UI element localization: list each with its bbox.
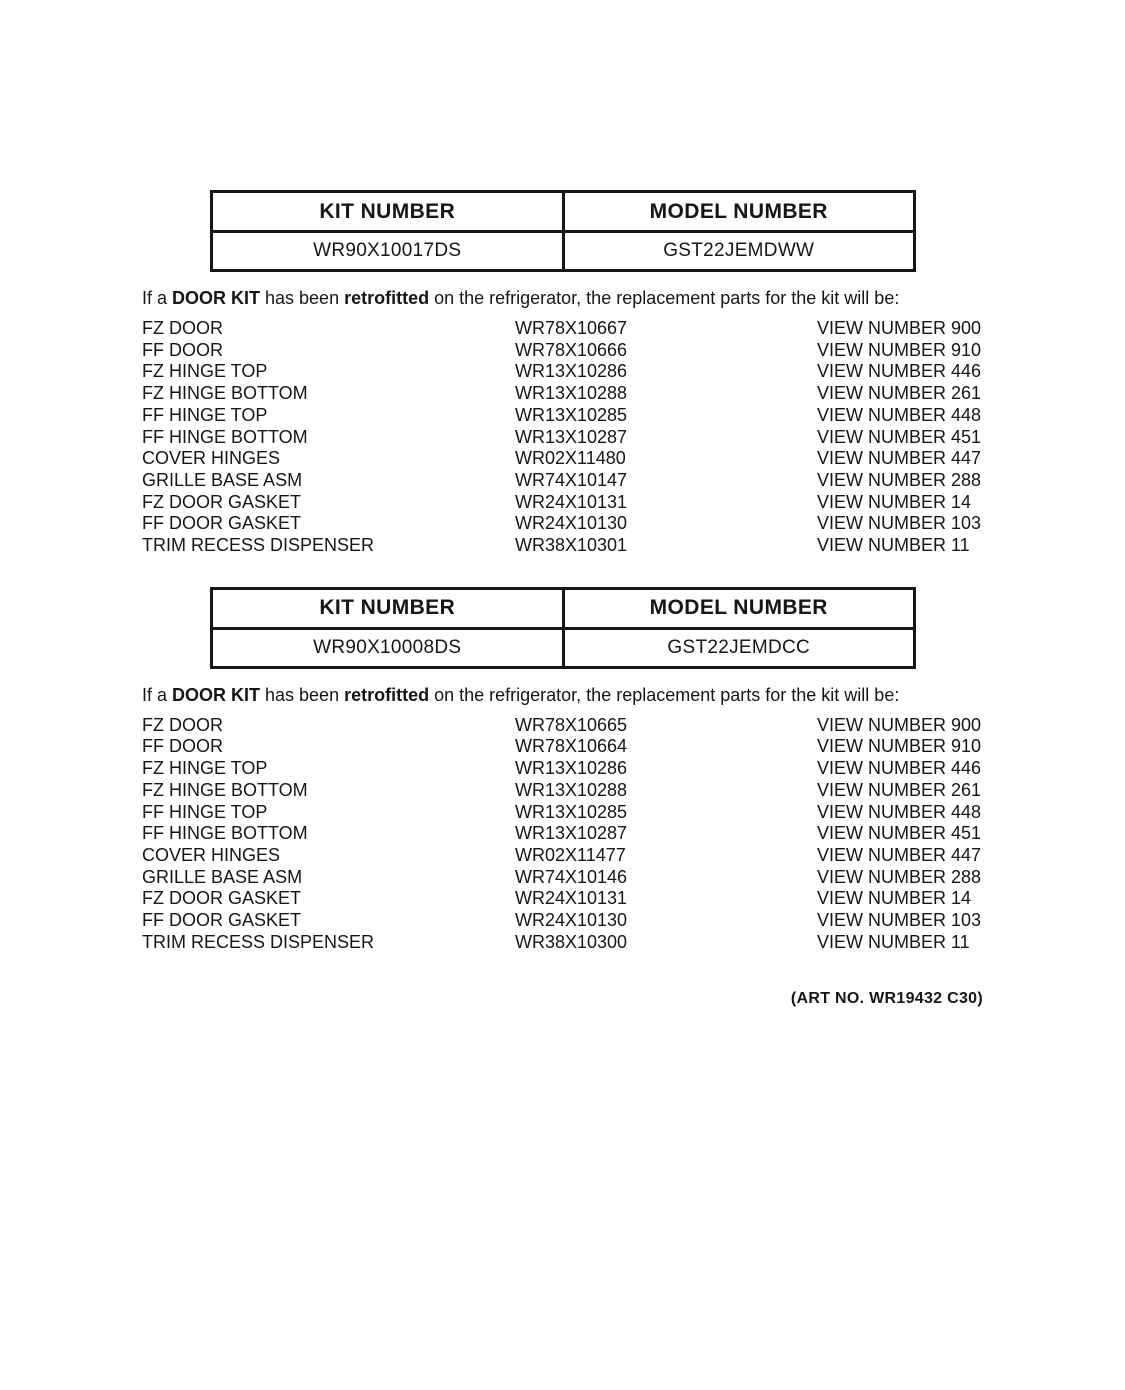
part-number: WR78X10667: [515, 318, 628, 338]
intro-text: If a: [142, 684, 173, 705]
kit-number-value: WR90X10017DS: [212, 232, 564, 271]
kit-section-2: [0, 587, 1125, 954]
door-kit-label: DOOR KIT: [172, 684, 261, 705]
part-number: WR02X11477: [515, 844, 626, 865]
parts-row: [142, 780, 1002, 802]
kit-model-table-1: [210, 190, 916, 272]
view-number: VIEW NUMBER 261: [817, 779, 982, 800]
part-number: WR13X10285: [515, 801, 628, 822]
view-number: VIEW NUMBER 447: [817, 844, 982, 865]
part-number: WR24X10130: [515, 513, 628, 534]
part-name: TRIM RECESS DISPENSER: [142, 535, 375, 556]
part-name: FF HINGE BOTTOM: [142, 823, 308, 844]
table-header-row: [212, 588, 915, 628]
parts-row: [142, 845, 1002, 867]
view-number: VIEW NUMBER 11: [817, 535, 970, 556]
part-number: WR13X10286: [515, 758, 628, 779]
view-number: VIEW NUMBER 910: [817, 339, 982, 360]
part-name: FF HINGE TOP: [142, 404, 268, 425]
kit-section-1: [0, 190, 1125, 557]
part-number: WR78X10666: [515, 339, 628, 360]
parts-row: [142, 888, 1002, 910]
view-number: VIEW NUMBER 11: [817, 931, 970, 952]
part-number: WR74X10147: [515, 469, 628, 490]
parts-row: [142, 823, 1002, 845]
kit-number-header: KIT NUMBER: [212, 192, 564, 232]
table-value-row: [212, 628, 915, 667]
kit-model-table-2: [210, 587, 916, 669]
view-number: VIEW NUMBER 448: [817, 404, 982, 425]
part-number: WR74X10146: [515, 866, 628, 887]
parts-row: [142, 736, 1002, 758]
model-number-header: MODEL NUMBER: [563, 192, 915, 232]
part-number: WR13X10285: [515, 404, 628, 425]
parts-list-2: [142, 715, 1002, 954]
intro-text: has been: [260, 684, 345, 705]
part-number: WR38X10300: [515, 931, 628, 952]
part-name: FZ DOOR: [142, 318, 223, 338]
parts-row: [142, 758, 1002, 780]
part-name: FF DOOR GASKET: [142, 910, 302, 931]
part-number: WR02X11480: [515, 448, 626, 469]
part-number: WR78X10664: [515, 736, 628, 757]
part-name: FF HINGE BOTTOM: [142, 426, 308, 447]
view-number: VIEW NUMBER 288: [817, 866, 982, 887]
part-number: WR13X10286: [515, 361, 628, 382]
part-name: FZ DOOR GASKET: [142, 491, 302, 512]
view-number: VIEW NUMBER 900: [817, 714, 982, 735]
view-number: VIEW NUMBER 910: [817, 736, 982, 757]
part-name: FZ DOOR GASKET: [142, 888, 302, 909]
retrofit-note-2: [142, 684, 1042, 707]
parts-row: [142, 427, 1002, 449]
view-number: VIEW NUMBER 448: [817, 801, 982, 822]
part-name: TRIM RECESS DISPENSER: [142, 931, 375, 952]
retrofit-note-1: [142, 287, 1042, 310]
part-number: WR13X10287: [515, 426, 628, 447]
art-number-note: (ART NO. WR19432 C30): [790, 990, 983, 1008]
view-number: VIEW NUMBER 451: [817, 823, 982, 844]
part-number: WR13X10287: [515, 823, 628, 844]
parts-row: [142, 910, 1002, 932]
part-name: FZ HINGE BOTTOM: [142, 779, 308, 800]
view-number: VIEW NUMBER 103: [817, 910, 982, 931]
part-name: FF DOOR: [142, 736, 223, 757]
view-number: VIEW NUMBER 900: [817, 318, 982, 338]
parts-row: [142, 492, 1002, 514]
part-name: GRILLE BASE ASM: [142, 866, 303, 887]
parts-row: [142, 470, 1002, 492]
parts-row: [142, 715, 1002, 737]
parts-row: [142, 383, 1002, 405]
part-number: WR78X10665: [515, 714, 628, 735]
parts-row: [142, 867, 1002, 889]
view-number: VIEW NUMBER 451: [817, 426, 982, 447]
intro-text: on the refrigerator, the replacement parts for the kit will be:: [429, 684, 900, 705]
model-number-header: MODEL NUMBER: [563, 588, 915, 628]
parts-row: [142, 802, 1002, 824]
part-number: WR38X10301: [515, 535, 628, 556]
document-page: [0, 190, 1125, 1390]
table-value-row: [212, 232, 915, 271]
parts-row: [142, 513, 1002, 535]
part-name: FF DOOR: [142, 339, 223, 360]
view-number: VIEW NUMBER 288: [817, 469, 982, 490]
view-number: VIEW NUMBER 446: [817, 758, 982, 779]
parts-row: [142, 535, 1002, 557]
part-number: WR24X10131: [515, 888, 628, 909]
kit-number-value: WR90X10008DS: [212, 628, 564, 667]
part-number: WR24X10130: [515, 910, 628, 931]
parts-row: [142, 932, 1002, 954]
part-name: FZ HINGE TOP: [142, 758, 268, 779]
table-header-row: [212, 192, 915, 232]
parts-row: [142, 318, 1002, 340]
parts-row: [142, 340, 1002, 362]
intro-text: has been: [260, 288, 345, 308]
view-number: VIEW NUMBER 103: [817, 513, 982, 534]
view-number: VIEW NUMBER 14: [817, 491, 972, 512]
parts-row: [142, 405, 1002, 427]
view-number: VIEW NUMBER 446: [817, 361, 982, 382]
part-name: FZ HINGE BOTTOM: [142, 383, 308, 404]
intro-text: on the refrigerator, the replacement parts for the kit will be:: [429, 288, 900, 308]
part-name: FF DOOR GASKET: [142, 513, 302, 534]
intro-text: If a: [142, 288, 173, 308]
part-name: FZ HINGE TOP: [142, 361, 268, 382]
part-number: WR13X10288: [515, 383, 628, 404]
part-name: FZ DOOR: [142, 714, 223, 735]
door-kit-label: DOOR KIT: [172, 288, 261, 308]
kit-number-header: KIT NUMBER: [212, 588, 564, 628]
part-number: WR24X10131: [515, 491, 628, 512]
view-number: VIEW NUMBER 261: [817, 383, 982, 404]
model-number-value: GST22JEMDCC: [563, 628, 915, 667]
retrofitted-label: retrofitted: [344, 288, 430, 308]
retrofitted-label: retrofitted: [344, 684, 430, 705]
part-name: GRILLE BASE ASM: [142, 469, 303, 490]
model-number-value: GST22JEMDWW: [563, 232, 915, 271]
part-name: COVER HINGES: [142, 448, 281, 469]
part-name: COVER HINGES: [142, 844, 281, 865]
view-number: VIEW NUMBER 14: [817, 888, 972, 909]
parts-row: [142, 448, 1002, 470]
parts-row: [142, 361, 1002, 383]
part-name: FF HINGE TOP: [142, 801, 268, 822]
parts-list-1: [142, 318, 1002, 557]
part-number: WR13X10288: [515, 779, 628, 800]
view-number: VIEW NUMBER 447: [817, 448, 982, 469]
